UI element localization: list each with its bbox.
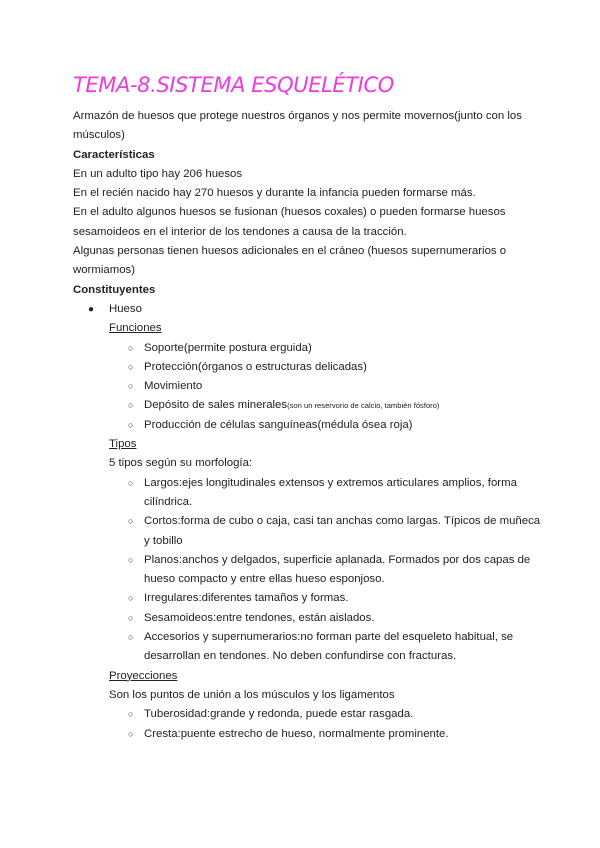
proyecciones-intro: Son los puntos de unión a los músculos y los ligamentos [109,688,395,701]
document-body [73,107,543,744]
list-item: ○ Soporte(permite postura erguida) [109,339,543,358]
subsection-heading-funciones: Funciones [109,322,162,335]
bullet-hueso-label: Hueso [109,302,142,315]
caracteristicas-line: En un adulto tipo hay 206 huesos [73,167,243,180]
list-item [109,396,543,415]
bullet-hueso [73,300,543,319]
tipos-intro: 5 tipos según su morfología: [109,457,253,470]
subsection-funciones [73,319,543,435]
list-item: ○ Accesorios y supernumerarios:no forman parte del esqueleto habitual, se desarrollan en tendones. No deben confundirse con fracturas. [109,628,543,667]
list-item: ○ Producción de células sanguíneas(médula ósea roja) [109,416,543,435]
list-item: ○ Protección(órganos o estructuras delicadas) [109,358,543,377]
list-item: ○ Irregulares:diferentes tamaños y formas. [109,589,543,608]
subsection-proyecciones [73,667,543,744]
tipos-list [109,474,543,667]
subsection-heading-tipos: Tipos [109,438,137,451]
subsection-tipos [73,435,543,667]
proyecciones-list [109,705,543,744]
funciones-list [109,339,543,435]
bullet-dot-icon: ● [88,303,95,315]
intro-paragraph: Armazón de huesos que protege nuestros órganos y nos permite movernos(junto con los músculos) [73,110,522,142]
section-heading-caracteristicas: Características [73,148,155,161]
caracteristicas-line: Algunas personas tienen huesos adicionales en el cráneo (huesos supernumerarios o wormiamos) [73,245,507,277]
section-heading-constituyentes: Constituyentes [73,283,156,296]
list-item: ○ Largos:ejes longitudinales extensos y extremos articulares amplios, forma cilíndrica. [109,474,543,513]
list-item: ○ Tuberosidad:grande y redonda, puede estar rasgada. [109,705,543,724]
caracteristicas-line: En el adulto algunos huesos se fusionan (huesos coxales) o pueden formarse huesos sesamoideos en el interior de los tendones a causa de la tracción. [73,206,506,238]
caracteristicas-line: En el recién nacido hay 270 huesos y durante la infancia pueden formarse más. [73,187,476,200]
deposito-note: (son un reservorio de calcio, también fósforo) [287,401,440,411]
subsection-heading-proyecciones: Proyecciones [109,669,178,682]
list-item: ○ Movimiento [109,377,543,396]
page-title: TEMA-8.SISTEMA ESQUELÉTICO [73,73,394,97]
deposito-text: Depósito de sales minerales [144,399,288,412]
list-item: ○ Sesamoideos:entre tendones, están aislados. [109,609,543,628]
list-item: ○ Planos:anchos y delgados, superficie aplanada. Formados por dos capas de hueso compacto y entre ellas hueso esponjoso. [109,551,543,590]
list-item: ○ Cresta:puente estrecho de hueso, normalmente prominente. [109,725,543,744]
list-item: ○ Cortos:forma de cubo o caja, casi tan anchas como largas. Típicos de muñeca y tobillo [109,512,543,551]
